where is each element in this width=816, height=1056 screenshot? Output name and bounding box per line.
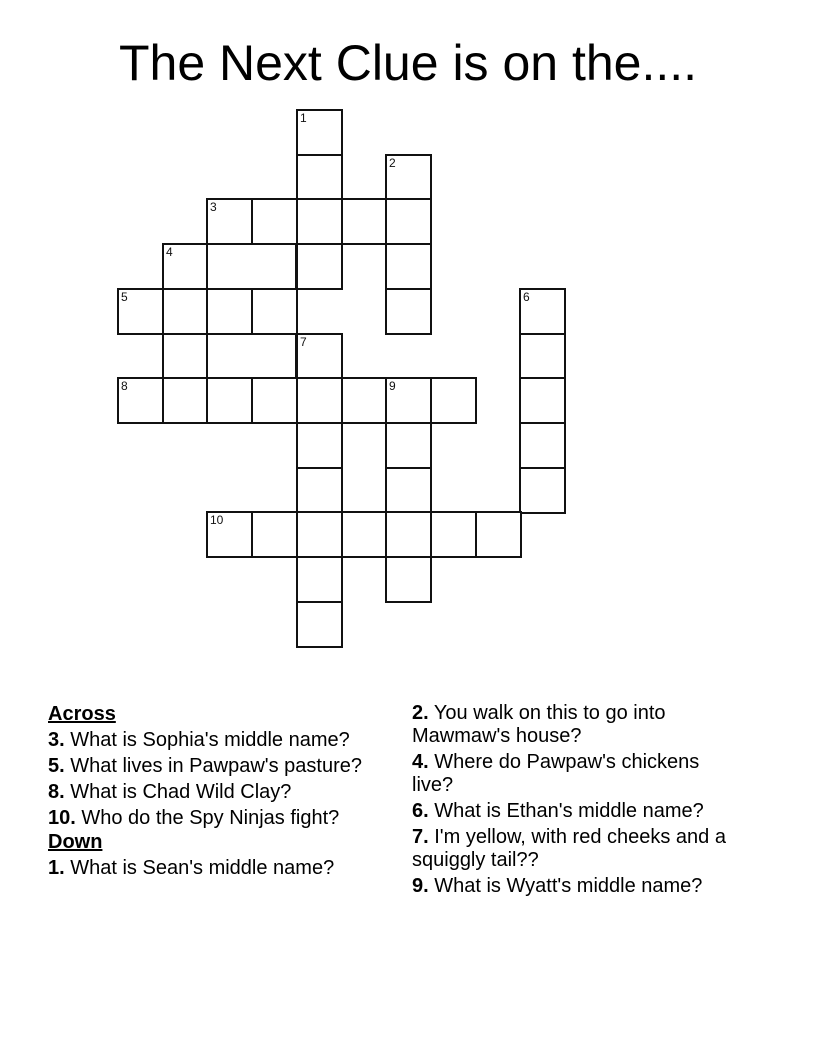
grid-cell[interactable] [430, 377, 477, 424]
clue-text: What is Sophia's middle name? [64, 729, 350, 751]
clue-across-3 [48, 729, 393, 752]
grid-cell-5[interactable] [117, 288, 164, 335]
clue-number-label: 7 [300, 335, 307, 349]
clue-number: 10. [48, 807, 76, 829]
grid-cell[interactable] [251, 288, 298, 335]
grid-cell[interactable] [296, 422, 343, 469]
grid-cell[interactable] [206, 243, 297, 290]
clue-text: What is Ethan's middle name? [428, 800, 704, 822]
grid-cell[interactable] [296, 243, 343, 290]
grid-cell[interactable] [430, 511, 477, 558]
grid-cell[interactable] [296, 467, 343, 514]
grid-cell[interactable] [519, 422, 566, 469]
grid-cell[interactable] [251, 377, 298, 424]
clue-number: 5. [48, 755, 65, 777]
grid-cell[interactable] [385, 467, 432, 514]
clue-text: What is Chad Wild Clay? [64, 781, 292, 803]
grid-cell[interactable] [385, 288, 432, 335]
grid-cell-9[interactable] [385, 377, 432, 424]
grid-cell-1[interactable] [296, 109, 343, 156]
grid-cell[interactable] [296, 154, 343, 201]
grid-cell[interactable] [341, 511, 388, 558]
grid-cell[interactable] [385, 198, 432, 245]
clue-text: You walk on this to go into Mawmaw's house? [412, 702, 666, 747]
puzzle-title: The Next Clue is on the.... [118, 35, 698, 91]
clue-number-label: 6 [523, 290, 530, 304]
clue-text: What is Sean's middle name? [64, 857, 335, 879]
clue-number-label: 9 [389, 379, 396, 393]
clue-number-label: 3 [210, 200, 217, 214]
grid-cell[interactable] [519, 333, 566, 380]
clues-column-right [412, 702, 732, 898]
grid-cell[interactable] [296, 556, 343, 603]
grid-cell[interactable] [385, 422, 432, 469]
grid-cell[interactable] [519, 467, 566, 514]
grid-cell[interactable] [475, 511, 522, 558]
grid-cell[interactable] [341, 377, 388, 424]
clue-number: 7. [412, 826, 429, 848]
clue-across-5 [48, 755, 393, 778]
grid-cell[interactable] [206, 333, 297, 380]
clue-number: 1. [48, 857, 65, 879]
grid-cell[interactable] [162, 377, 209, 424]
clue-down-1 [48, 857, 393, 880]
clue-number: 3. [48, 729, 65, 751]
clue-text: Who do the Spy Ninjas fight? [75, 807, 340, 829]
clue-number: 9. [412, 875, 429, 897]
clue-number-label: 5 [121, 290, 128, 304]
grid-cell-3[interactable] [206, 198, 253, 245]
grid-cell[interactable] [296, 601, 343, 648]
grid-cell-4[interactable] [162, 243, 209, 290]
clue-across-8 [48, 781, 393, 804]
grid-cell[interactable] [385, 511, 432, 558]
grid-cell-2[interactable] [385, 154, 432, 201]
clue-down-4 [412, 751, 732, 797]
clue-number: 8. [48, 781, 65, 803]
grid-cell[interactable] [296, 511, 343, 558]
clue-number-label: 10 [210, 513, 224, 527]
grid-cell[interactable] [162, 288, 209, 335]
grid-cell[interactable] [519, 377, 566, 424]
grid-cell[interactable] [162, 333, 209, 380]
clue-text: What lives in Pawpaw's pasture? [64, 755, 362, 777]
clue-text: What is Wyatt's middle name? [428, 875, 703, 897]
grid-cell[interactable] [296, 198, 343, 245]
grid-cell[interactable] [385, 243, 432, 290]
clue-text: I'm yellow, with red cheeks and a squiggly tail?? [412, 826, 726, 871]
grid-cell-10[interactable] [206, 511, 253, 558]
clue-number-label: 8 [121, 379, 128, 393]
across-heading: Across [48, 703, 116, 725]
clue-down-7 [412, 826, 732, 872]
clue-down-6 [412, 800, 732, 823]
clue-number: 6. [412, 800, 429, 822]
grid-cell-7[interactable] [296, 333, 343, 380]
clue-text: Where do Pawpaw's chickens live? [412, 751, 700, 796]
grid-cell-8[interactable] [117, 377, 164, 424]
clue-number: 4. [412, 751, 429, 773]
grid-cell[interactable] [296, 377, 343, 424]
grid-cell[interactable] [385, 556, 432, 603]
down-heading: Down [48, 831, 103, 853]
clue-number: 2. [412, 702, 429, 724]
clue-number-label: 1 [300, 111, 307, 125]
clues-column-left [48, 702, 393, 880]
clue-number-label: 4 [166, 245, 173, 259]
clue-number-label: 2 [389, 156, 396, 170]
clue-down-9 [412, 875, 732, 898]
grid-cell[interactable] [251, 198, 298, 245]
grid-cell-6[interactable] [519, 288, 566, 335]
clue-across-10 [48, 807, 393, 830]
clue-down-2 [412, 702, 732, 748]
grid-cell[interactable] [206, 288, 253, 335]
grid-cell[interactable] [251, 511, 298, 558]
grid-cell[interactable] [341, 198, 388, 245]
grid-cell[interactable] [206, 377, 253, 424]
